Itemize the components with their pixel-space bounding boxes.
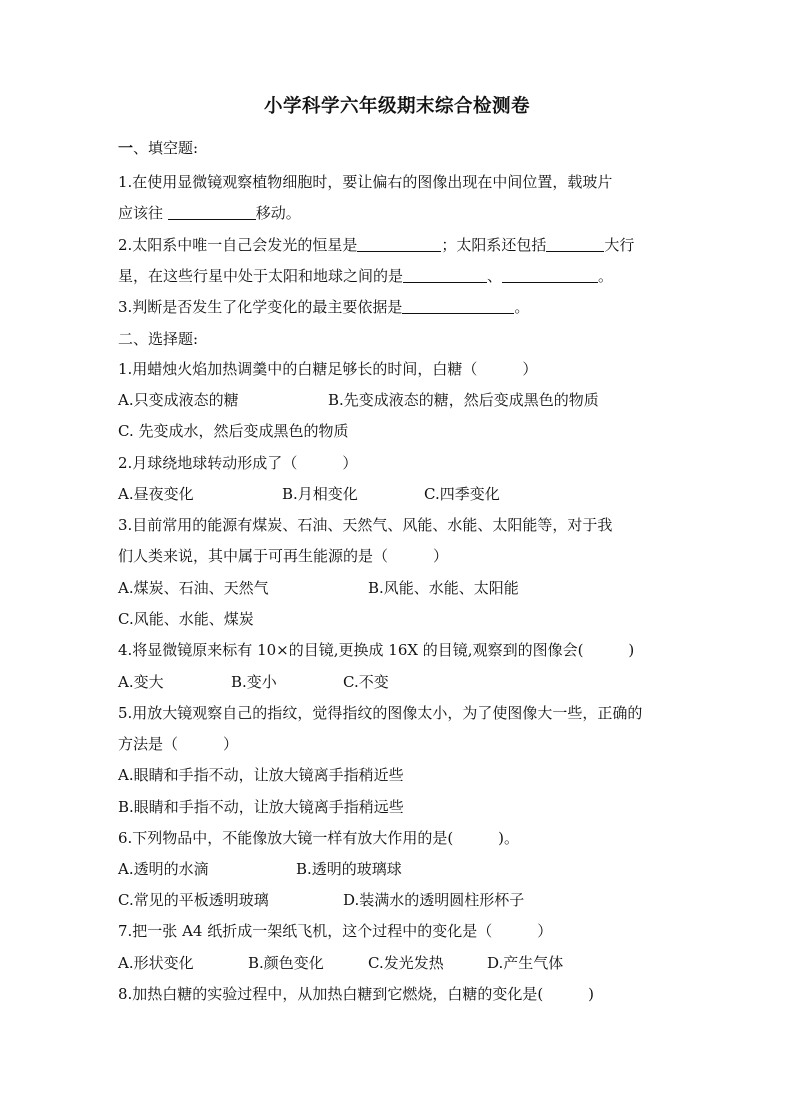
choice-q3-stem-line2: 们人类来说，其中属于可再生能源的是（ ）	[118, 547, 449, 565]
choice-q4-option-b[interactable]: B.变小	[231, 673, 277, 691]
fill-q1-pre: 应该往	[118, 204, 168, 222]
choice-q7-option-b[interactable]: B.颜色变化	[248, 954, 324, 972]
choice-q6-option-d[interactable]: D.装满水的透明圆柱形杯子	[343, 891, 525, 909]
choice-q2-option-b[interactable]: B.月相变化	[282, 485, 358, 503]
choice-q7-option-a[interactable]: A.形状变化	[118, 954, 194, 972]
fill-q1-post: 移动。	[255, 204, 301, 222]
fill-q3-pre: 3.判断是否发生了化学变化的最主要依据是	[118, 298, 403, 316]
choice-q3-option-b[interactable]: B.风能、水能、太阳能	[368, 579, 519, 597]
fill-q3-blank[interactable]	[402, 298, 514, 314]
choice-q1-option-a[interactable]: A.只变成液态的糖	[118, 391, 239, 409]
choice-q1-option-c[interactable]: C. 先变成水，然后变成黑色的物质	[118, 422, 349, 440]
choice-q7-stem: 7.把一张 A4 纸折成一架纸飞机，这个过程中的变化是（ ）	[118, 922, 553, 940]
choice-q3-option-a[interactable]: A.煤炭、石油、天然气	[118, 579, 269, 597]
fill-q2-sep: 、	[487, 267, 503, 285]
choice-q4-option-c[interactable]: C.不变	[343, 673, 389, 691]
fill-q2-post1: 大行	[604, 236, 635, 254]
fill-q2-line2	[118, 266, 613, 286]
section1-label: 、填空题:	[133, 139, 199, 157]
choice-q6-option-b[interactable]: B.透明的玻璃球	[296, 860, 402, 878]
choice-q2-option-c[interactable]: C.四季变化	[424, 485, 500, 503]
fill-q2-post2: 。	[598, 267, 614, 285]
section1-number: 一	[118, 139, 134, 157]
choice-q4-option-a[interactable]: A.变大	[118, 673, 164, 691]
section1-heading	[118, 138, 198, 158]
fill-q2-mid1: ；太阳系还包括	[441, 236, 547, 254]
choice-q5-stem-line2: 方法是（ ）	[118, 735, 239, 753]
section2-heading: 二、选择题:	[118, 330, 199, 348]
fill-q1-line1: 1.在使用显微镜观察植物细胞时，要让偏右的图像出现在中间位置，载玻片	[118, 173, 613, 191]
choice-q5-stem-line1: 5.用放大镜观察自己的指纹，觉得指纹的图像太小，为了使图像大一些，正确的	[118, 704, 643, 722]
choice-q1-option-b[interactable]: B.先变成液态的糖，然后变成黑色的物质	[328, 391, 599, 409]
fill-q2-pre1: 2.太阳系中唯一自己会发光的恒星是	[118, 236, 358, 254]
choice-q5-option-b[interactable]: B.眼睛和手指不动，让放大镜离手指稍远些	[118, 798, 404, 816]
fill-q2-blank2[interactable]	[546, 236, 604, 252]
choice-q8-stem: 8.加热白糖的实验过程中，从加热白糖到它燃烧，白糖的变化是( )	[118, 985, 595, 1003]
choice-q6-option-c[interactable]: C.常见的平板透明玻璃	[118, 891, 269, 909]
choice-q3-stem-line1: 3.目前常用的能源有煤炭、石油、天然气、风能、水能、太阳能等，对于我	[118, 516, 613, 534]
choice-q3-option-c[interactable]: C.风能、水能、煤炭	[118, 610, 254, 628]
fill-q2-pre2: 星，在这些行星中处于太阳和地球之间的是	[118, 267, 404, 285]
choice-q2-option-a[interactable]: A.昼夜变化	[118, 485, 194, 503]
fill-q2-blank4[interactable]	[502, 267, 598, 283]
fill-q2-line1	[118, 235, 634, 255]
choice-q5-option-a[interactable]: A.眼睛和手指不动，让放大镜离手指稍近些	[118, 766, 404, 784]
choice-q1-stem: 1.用蜡烛火焰加热调羹中的白糖足够长的时间，白糖（ ）	[118, 360, 538, 378]
fill-q1-blank[interactable]	[168, 204, 256, 220]
choice-q6-option-a[interactable]: A.透明的水滴	[118, 860, 209, 878]
fill-q3	[118, 297, 529, 317]
choice-q4-stem: 4.将显微镜原来标有 10×的目镜,更换成 16X 的目镜,观察到的图像会( )	[118, 641, 635, 659]
choice-q7-option-c[interactable]: C.发光发热	[368, 954, 444, 972]
page-title: 小学科学六年级期末综合检测卷	[263, 96, 530, 117]
choice-q2-stem: 2.月球绕地球转动形成了（ ）	[118, 454, 358, 472]
choice-q6-stem: 6.下列物品中，不能像放大镜一样有放大作用的是( )。	[118, 829, 520, 847]
fill-q2-blank1[interactable]	[357, 236, 441, 252]
fill-q3-post: 。	[514, 298, 530, 316]
fill-q1-line2	[118, 203, 301, 223]
choice-q7-option-d[interactable]: D.产生气体	[487, 954, 564, 972]
fill-q2-blank3[interactable]	[403, 267, 487, 283]
